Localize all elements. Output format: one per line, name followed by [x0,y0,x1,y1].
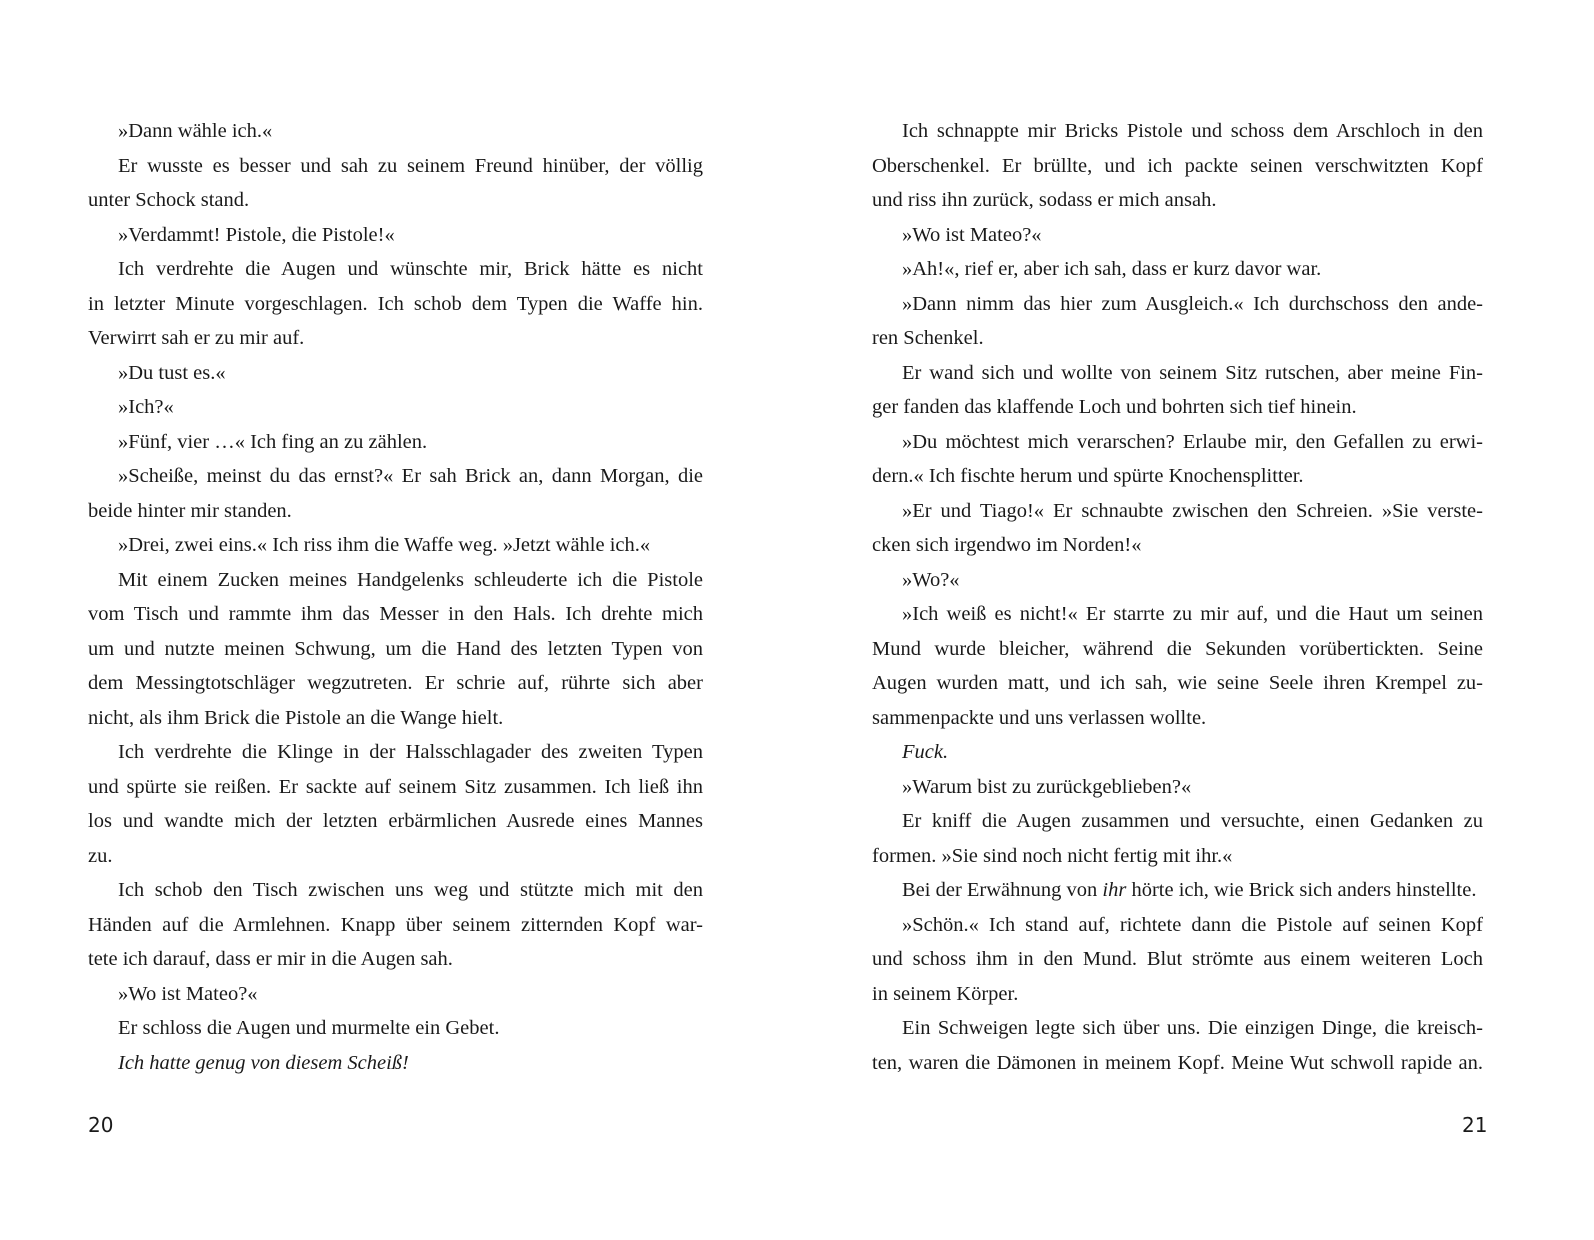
text-line: Ein Schweigen legte sich über uns. Die einzigen Dinge, die kreisch- [902,1017,1483,1039]
text-line [872,873,1483,908]
text-line: Oberschenkel. Er brüllte, und ich packte seinen verschwitzten Kopf [872,154,1483,177]
text-line: »Warum bist zu zurückgeblieben?« [902,775,1192,798]
text-line: Er kniff die Augen zusammen und versuchte, einen Gedanken zu [902,810,1483,832]
text-line: »Ich weiß es nicht!« Er starrte zu mir auf, und die Haut um seinen [902,603,1483,625]
text-line: Ich verdrehte die Klinge in der Halsschlagader des zweiten Typen [118,741,703,763]
text-line: Ich verdrehte die Augen und wünschte mir, Brick hätte es nicht [118,258,703,280]
text-line: Augen wurden matt, und ich sah, wie seine Seele ihren Krempel zu- [872,672,1483,694]
text-line: formen. »Sie sind noch nicht fertig mit ihr.« [872,844,1233,867]
text-line: los und wandte mich der letzten erbärmlichen Ausrede eines Mannes [88,810,703,832]
text-line: Ich schnappte mir Bricks Pistole und schoss dem Arschloch in den [902,120,1483,142]
text-line: »Schön.« Ich stand auf, richtete dann die Pistole auf seinen Kopf [902,913,1483,936]
text-line: »Du möchtest mich verarschen? Erlaube mir, den Gefallen zu erwi- [902,430,1483,453]
text-line: »Scheiße, meinst du das ernst?« Er sah Brick an, dann Morgan, die [118,465,703,487]
text-line: Er schloss die Augen und murmelte ein Gebet. [118,1017,500,1039]
text-line: nicht, als ihm Brick die Pistole an die Wange hielt. [88,706,504,729]
text-line: ger fanden das klaffende Loch und bohrten sich tief hinein. [872,396,1357,418]
italic-word: ihr [1102,879,1127,901]
text-line: in letzter Minute vorgeschlagen. Ich schob dem Typen die Waffe hin. [88,292,703,315]
text-line: dern.« Ich fischte herum und spürte Knochensplitter. [872,465,1304,487]
text-line: »Wo?« [902,568,960,591]
text-line: sammenpackte und uns verlassen wollte. [872,706,1207,729]
text-line: Mit einem Zucken meines Handgelenks schleuderte ich die Pistole [118,568,703,591]
right-page-text [872,114,1483,1080]
text-line: unter Schock stand. [88,189,250,211]
text-line: Händen auf die Armlehnen. Knapp über seinem zitternden Kopf war- [88,913,703,936]
text-line: tete ich darauf, dass er mir in die Augen sah. [88,948,453,970]
text-line: und schoss ihm in den Mund. Blut strömte aus einem weiteren Loch [872,948,1483,970]
text-line: »Ich?« [118,396,174,418]
text-line: Ich hatte genug von diesem Scheiß! [118,1051,409,1074]
text-line: »Du tust es.« [118,361,226,384]
left-page-text [88,114,703,1080]
text-line: »Ah!«, rief er, aber ich sah, dass er kurz davor war. [902,258,1322,280]
text-line: ren Schenkel. [872,327,984,349]
text-line: Ich schob den Tisch zwischen uns weg und stützte mich mit den [118,879,703,901]
text-line: cken sich irgendwo im Norden!« [872,534,1142,556]
text-line: zu. [88,844,113,867]
text-line: und spürte sie reißen. Er sackte auf seinem Sitz zusammen. Ich ließ ihn [88,775,703,798]
text-line: »Wo ist Mateo?« [902,223,1042,246]
text-line: und riss ihn zurück, sodass er mich ansah. [872,189,1217,211]
text-line: »Wo ist Mateo?« [118,982,258,1005]
text-line: in seinem Körper. [872,982,1019,1005]
text-line: Er wusste es besser und sah zu seinem Freund hinüber, der völlig [118,154,703,177]
text-line: Er wand sich und wollte von seinem Sitz rutschen, aber meine Fin- [902,361,1483,384]
text-segment: Bei der Erwähnung von [902,879,1103,901]
right-page-number: 21 [1462,1113,1488,1137]
text-line: »Fünf, vier …« Ich fing an zu zählen. [118,430,428,453]
text-line: um und nutzte meinen Schwung, um die Hand des letzten Typen von [88,637,703,660]
text-line: »Dann nimm das hier zum Ausgleich.« Ich durchschoss den ande- [902,292,1483,315]
text-line: Verwirrt sah er zu mir auf. [88,327,305,349]
text-line: Fuck. [902,741,949,763]
text-line: vom Tisch und rammte ihm das Messer in den Hals. Ich drehte mich [88,603,703,625]
text-line: Mund wurde bleicher, während die Sekunden vorübertickten. Seine [872,637,1483,660]
text-line: »Er und Tiago!« Er schnaubte zwischen den Schreien. »Sie verste- [902,499,1483,522]
text-segment: hörte ich, wie Brick sich anders hinstellte. [1126,879,1477,901]
text-line: dem Messingtotschläger wegzutreten. Er schrie auf, rührte sich aber [88,672,703,694]
text-line: ten, waren die Dämonen in meinem Kopf. Meine Wut schwoll rapide an. [872,1051,1483,1074]
text-line: »Dann wähle ich.« [118,120,273,142]
text-line: »Drei, zwei eins.« Ich riss ihm die Waffe weg. »Jetzt wähle ich.« [118,534,651,556]
left-page-number: 20 [88,1113,114,1137]
text-line: »Verdammt! Pistole, die Pistole!« [118,223,395,246]
text-line: beide hinter mir standen. [88,499,292,522]
